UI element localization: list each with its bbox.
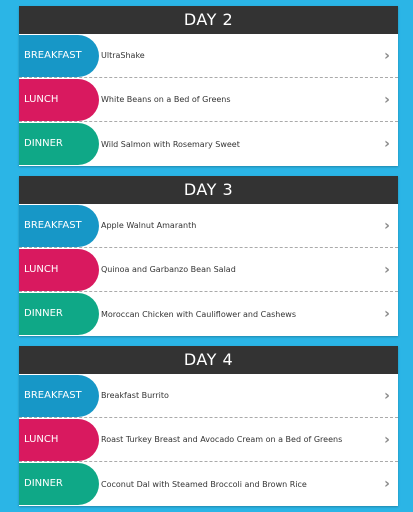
chevron-right-icon: › <box>384 47 390 64</box>
day-card-2 <box>19 6 398 166</box>
meal-name: UltraShake <box>101 51 145 60</box>
meal-name: White Beans on a Bed of Greens <box>101 95 231 104</box>
meal-name: Wild Salmon with Rosemary Sweet <box>101 139 240 149</box>
meal-type-label: DINNER <box>19 123 99 165</box>
meal-type-label: LUNCH <box>19 79 99 121</box>
meal-type-label: DINNER <box>19 463 99 505</box>
chevron-right-icon: › <box>384 387 390 404</box>
meal-type-label: BREAKFAST <box>19 35 99 77</box>
meal-type-label: LUNCH <box>19 249 99 291</box>
meal-row-dinner[interactable] <box>19 462 398 506</box>
day-card-4 <box>19 346 398 506</box>
meal-row-breakfast[interactable] <box>19 34 398 78</box>
chevron-right-icon: › <box>384 476 390 492</box>
chevron-right-icon: › <box>384 217 390 234</box>
meal-row-lunch[interactable] <box>19 248 398 292</box>
day-title: DAY 2 <box>19 6 398 34</box>
meal-name: Roast Turkey Breast and Avocado Cream on a Bed of Greens <box>101 435 343 444</box>
day-title: DAY 4 <box>19 346 398 374</box>
meal-type-label: BREAKFAST <box>19 375 99 417</box>
chevron-right-icon: › <box>384 261 390 278</box>
meal-type-label: DINNER <box>19 293 99 335</box>
day-card-3 <box>19 176 398 336</box>
meal-row-lunch[interactable] <box>19 418 398 462</box>
meal-row-dinner[interactable] <box>19 292 398 336</box>
meal-row-breakfast[interactable] <box>19 374 398 418</box>
chevron-right-icon: › <box>384 306 390 322</box>
chevron-right-icon: › <box>384 136 390 152</box>
meal-name: Breakfast Burrito <box>101 391 169 400</box>
meal-type-label: LUNCH <box>19 419 99 461</box>
meal-row-lunch[interactable] <box>19 78 398 122</box>
chevron-right-icon: › <box>384 91 390 108</box>
meal-name: Moroccan Chicken with Cauliflower and Cashews <box>101 309 296 319</box>
meal-name: Coconut Dal with Steamed Broccoli and Brown Rice <box>101 479 307 489</box>
day-title: DAY 3 <box>19 176 398 204</box>
meal-row-dinner[interactable] <box>19 122 398 166</box>
meal-type-label: BREAKFAST <box>19 205 99 247</box>
meal-name: Quinoa and Garbanzo Bean Salad <box>101 265 236 274</box>
meal-row-breakfast[interactable] <box>19 204 398 248</box>
meal-name: Apple Walnut Amaranth <box>101 221 197 230</box>
chevron-right-icon: › <box>384 431 390 448</box>
